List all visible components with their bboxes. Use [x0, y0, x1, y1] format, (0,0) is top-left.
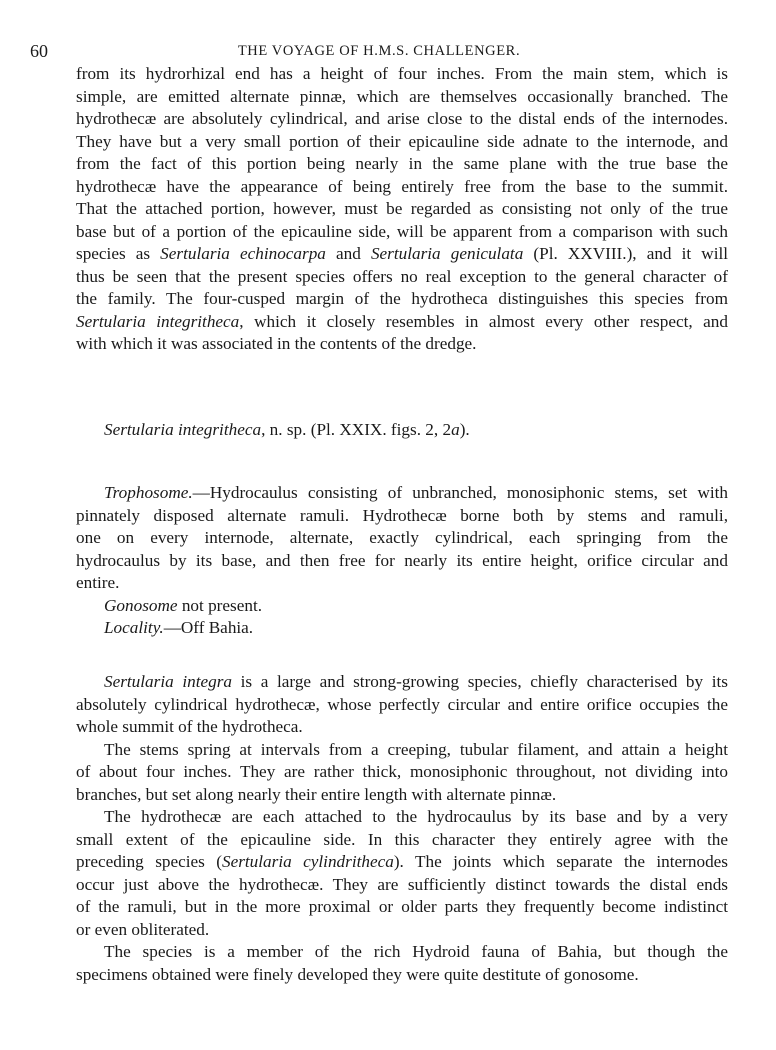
- paragraph: [76, 941, 728, 986]
- text: one on every internode, alternate, exactly cylindrical, each springing from the: [76, 528, 728, 547]
- text-block-description: [76, 482, 728, 640]
- text-line: [76, 941, 728, 964]
- text: and: [325, 244, 371, 263]
- text: of the ramuli, but in the more proximal or older parts they frequently become indistinct: [76, 897, 728, 916]
- text-line: [76, 806, 728, 829]
- text-line: [76, 221, 728, 244]
- text-line: [76, 851, 728, 874]
- text-line: [76, 694, 728, 717]
- paragraph: [76, 482, 728, 595]
- paragraph: [76, 617, 728, 640]
- paragraph: [76, 595, 728, 618]
- text-line: [76, 739, 728, 762]
- text-line: [76, 419, 728, 442]
- text: —Off Bahia.: [163, 618, 254, 637]
- text: The stems spring at intervals from a creeping, tubular filament, and attain a height: [104, 739, 728, 759]
- text: not present.: [177, 595, 263, 615]
- text: the family. The four-cusped margin of the hydrotheca distinguishes this species from: [76, 289, 728, 308]
- italic-text: Sertularia geniculata: [370, 244, 524, 263]
- text-line: [76, 874, 728, 897]
- italic-text: Sertularia echinocarpa: [160, 244, 326, 263]
- text: , n. sp. (Pl. XXIX. figs. 2, 2: [261, 420, 452, 439]
- text: whole summit of the hydrotheca.: [76, 717, 303, 736]
- text: from the fact of this portion being nearly in the same plane with the true base the: [76, 154, 728, 173]
- text-line: [76, 527, 728, 550]
- text-line: [76, 716, 728, 739]
- text: The species is a member of the rich Hydroid fauna of Bahia, but though the: [104, 942, 728, 961]
- paragraph: [76, 739, 728, 807]
- text-line: [76, 63, 728, 86]
- text-block-remarks: [76, 671, 728, 986]
- text-line: [76, 829, 728, 852]
- text: specimens obtained were finely developed they were quite destitute of gonosome.: [76, 964, 639, 984]
- text: species as: [76, 244, 161, 263]
- text-line: [76, 761, 728, 784]
- italic-text: a: [451, 420, 460, 439]
- paragraph: [76, 671, 728, 739]
- text-line: [76, 617, 728, 640]
- text-line: [76, 964, 728, 987]
- text: , which it closely resembles in almost every other respect, and: [239, 311, 728, 331]
- text: ). The joints which separate the internodes: [393, 852, 728, 871]
- species-heading: [76, 419, 728, 442]
- page-number: 60: [30, 41, 48, 61]
- paragraph: [76, 419, 728, 442]
- italic-text: Trophosome.: [104, 483, 193, 502]
- text-line: [76, 595, 728, 618]
- text-line: [76, 108, 728, 131]
- text: The hydrothecæ are each attached to the hydrocaulus by its base and by a very: [104, 807, 728, 826]
- text: hydrothecæ are absolutely cylindrical, and arise close to the distal ends of the internodes.: [76, 109, 728, 128]
- italic-text: Sertularia integra: [104, 672, 232, 691]
- text: thus be seen that the present species offers no real exception to the general character of: [76, 266, 728, 286]
- text: —Hydrocaulus consisting of unbranched, monosiphonic stems, set with: [192, 483, 728, 502]
- text: (Pl. XXVIII.), and it will: [523, 244, 729, 263]
- text: hydrothecæ have the appearance of being entirely free from the base to the summit.: [76, 176, 728, 196]
- text-line: [76, 86, 728, 109]
- text: with which it was associated in the contents of the dredge.: [76, 334, 477, 353]
- text: branches, but set along nearly their entire length with alternate pinnæ.: [76, 784, 557, 804]
- running-title: THE VOYAGE OF H.M.S. CHALLENGER.: [237, 43, 521, 59]
- text: preceding species (: [76, 852, 222, 871]
- text-line: [76, 198, 728, 221]
- italic-text: Sertularia integritheca: [104, 420, 262, 439]
- paragraph: [76, 63, 728, 356]
- text-line: [76, 333, 728, 356]
- text: simple, are emitted alternate pinnæ, which are themselves occasionally branched. The: [76, 86, 728, 106]
- paragraph: [76, 806, 728, 941]
- text-line: [76, 153, 728, 176]
- text-line: [76, 288, 728, 311]
- text-line: [76, 896, 728, 919]
- text-line: [76, 784, 728, 807]
- text-line: [76, 482, 728, 505]
- text: They have but a very small portion of their epicauline side adnate to the internode, and: [76, 131, 728, 151]
- text-line: [76, 919, 728, 942]
- text: entire.: [76, 573, 120, 592]
- text: hydrocaulus by its base, and then free for nearly its entire height, orifice circular and: [76, 550, 728, 570]
- text-block-continuation: [76, 63, 728, 356]
- text-line: [76, 671, 728, 694]
- text-line: [76, 572, 728, 595]
- page-header: [30, 41, 728, 65]
- text-line: [76, 176, 728, 199]
- italic-text: Sertularia cylindritheca: [222, 852, 394, 871]
- italic-text: Locality.: [104, 618, 164, 637]
- text: is a large and strong-growing species, chiefly characterised by its: [232, 672, 728, 691]
- text-line: [76, 550, 728, 573]
- text-line: [76, 311, 728, 334]
- italic-text: Gonosome: [104, 595, 178, 615]
- text: absolutely cylindrical hydrothecæ, whose perfectly circular and entire orifice occupies the: [76, 694, 728, 714]
- text: occur just above the hydrothecæ. They are sufficiently distinct towards the distal ends: [76, 874, 728, 894]
- text-line: [76, 243, 728, 266]
- text: or even obliterated.: [76, 919, 210, 939]
- italic-text: Sertularia integritheca: [76, 311, 240, 331]
- text: base but of a portion of the epicauline side, will be apparent from a comparison with such: [76, 221, 728, 241]
- text: of about four inches. They are rather thick, monosiphonic throughout, not dividing into: [76, 762, 728, 781]
- text: pinnately disposed alternate ramuli. Hydrothecæ borne both by stems and ramuli,: [76, 505, 728, 525]
- text: small extent of the epicauline side. In this character they entirely agree with the: [76, 829, 728, 849]
- text: That the attached portion, however, must be regarded as consisting not only of the true: [76, 199, 728, 218]
- text: from its hydrorhizal end has a height of four inches. From the main stem, which is: [76, 64, 728, 83]
- text: ).: [459, 420, 470, 439]
- text-line: [76, 505, 728, 528]
- text-line: [76, 266, 728, 289]
- text-line: [76, 131, 728, 154]
